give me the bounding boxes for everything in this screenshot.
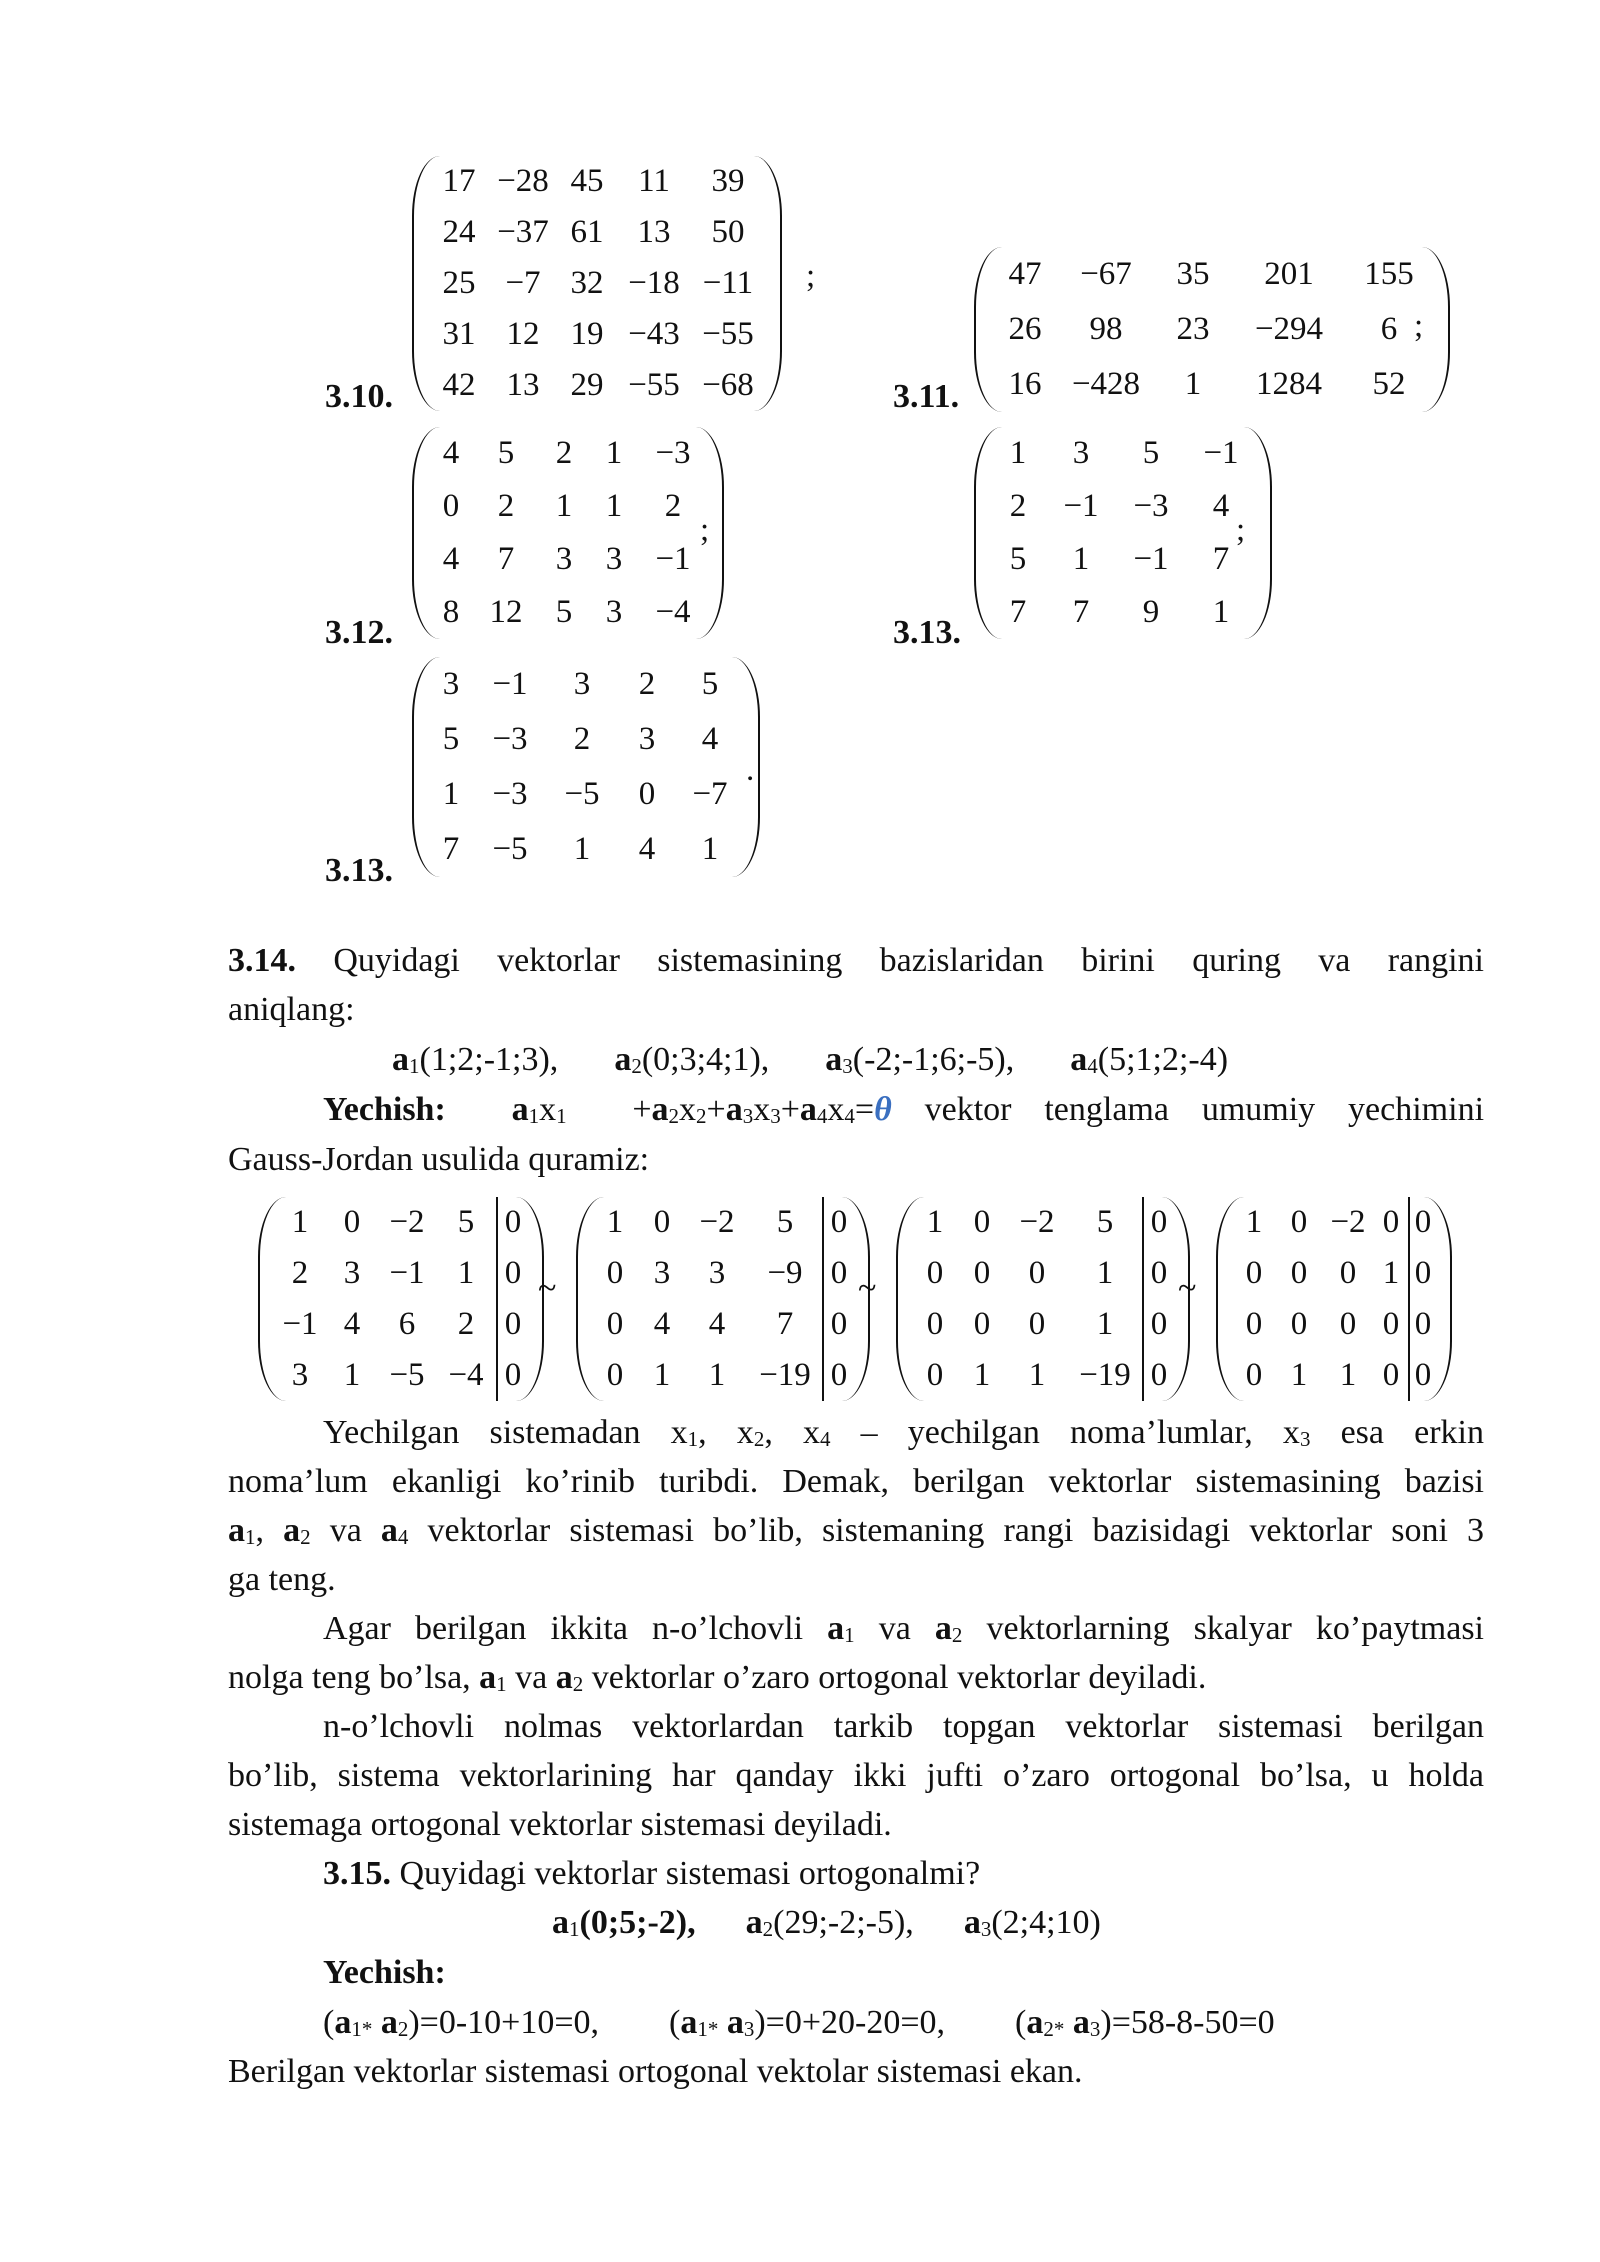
matrix-cell: −3: [492, 776, 528, 812]
matrix-cell: 1: [1096, 1306, 1114, 1342]
matrix-row: [428, 427, 708, 480]
matrix-cell: 0: [1143, 1350, 1174, 1401]
matrix-cell: 0: [1382, 1306, 1400, 1342]
matrix-row: [428, 533, 708, 586]
matrix-cell: 1: [1339, 1357, 1357, 1393]
matrix-cell: 5: [1096, 1204, 1114, 1240]
matrix-cell: 0: [926, 1255, 944, 1291]
matrix-row: [990, 586, 1256, 639]
solution-3-14-line2: Gauss-Jordan usulida quramiz:: [228, 1141, 650, 1178]
equivalence-tilde-2: ~: [858, 1270, 877, 1307]
matrix-cell: −43: [628, 316, 680, 352]
matrix-row: [912, 1299, 1174, 1350]
matrix-3-11: [974, 247, 1450, 412]
equivalence-tilde-3: ~: [1178, 1270, 1197, 1307]
matrix-cell: 7: [442, 831, 460, 867]
matrix-row: [1232, 1248, 1436, 1299]
matrix-3-10-terminator: ;: [806, 258, 816, 294]
matrix-cell: 0: [343, 1204, 361, 1240]
matrix-cell: −7: [505, 265, 541, 301]
solution-3-15-label: Yechish:: [323, 1954, 446, 1991]
exercise-label-3-12: 3.12.: [325, 614, 393, 651]
paragraph-3-line2: bo’lib, sistema vektorlarining har qanday ikki jufti o’zaro ortogonal bo’lsa, u holda: [228, 1757, 1484, 1794]
matrix-cell: −19: [759, 1357, 811, 1393]
matrix-cell: 0: [1409, 1350, 1436, 1401]
theta-symbol: θ: [874, 1091, 892, 1128]
matrix-cell: 3: [653, 1255, 671, 1291]
matrix-row: [428, 767, 744, 822]
gj-matrix-1: [258, 1197, 544, 1401]
matrix-row: [428, 309, 766, 360]
matrix-cell: 1: [457, 1255, 475, 1291]
solution-label: Yechish:: [323, 1091, 446, 1128]
paragraph-1-line1: Yechilgan sistemadan $x_1$, $x_2$, $x_4$ – yechilgan noma’lumlar, $x_3$ esa erkin: [323, 1414, 1484, 1451]
matrix-cell: 5: [442, 721, 460, 757]
paragraph-3-line3: sistemaga ortogonal vektorlar sistemasi deyiladi.: [228, 1806, 892, 1843]
matrix-cell: 0: [1409, 1299, 1436, 1350]
matrix-row: [990, 357, 1434, 412]
matrix-row: [428, 586, 708, 639]
matrix-cell: −1: [1203, 435, 1239, 471]
matrix-cell: −428: [1071, 366, 1141, 402]
matrix-row: [1232, 1299, 1436, 1350]
matrix-3-10: [412, 156, 782, 411]
exercise-label-3-10: 3.10.: [325, 378, 393, 415]
matrix-cell: −68: [702, 367, 754, 403]
matrix-cell: −294: [1254, 311, 1324, 347]
paragraph-1-line2: noma’lum ekanligi ko’rinib turibdi. Demak, berilgan vektorlar sistemasining bazisi: [228, 1463, 1484, 1500]
matrix-row: [274, 1248, 528, 1299]
matrix-cell: 0: [497, 1299, 528, 1350]
matrix-cell: 98: [1089, 311, 1123, 347]
matrix-cell: 3: [605, 541, 623, 577]
matrix-cell: −2: [1330, 1204, 1366, 1240]
matrix-cell: 5: [776, 1204, 794, 1240]
matrix-cell: 1: [573, 831, 591, 867]
matrix-cell: 1: [1096, 1255, 1114, 1291]
matrix-cell: 1284: [1256, 366, 1322, 402]
matrix-cell: −9: [767, 1255, 803, 1291]
matrix-cell: 3: [555, 541, 573, 577]
matrix-cell: −19: [1079, 1357, 1131, 1393]
matrix-cell: 0: [823, 1350, 854, 1401]
matrix-cell: −3: [1133, 488, 1169, 524]
matrix-cell: 0: [1409, 1197, 1436, 1248]
gj-matrix-3: [896, 1197, 1190, 1401]
matrix-cell: 0: [1245, 1255, 1263, 1291]
matrix-cell: 3: [573, 666, 591, 702]
matrix-cell: 0: [1382, 1204, 1400, 1240]
paragraph-1-line4: ga teng.: [228, 1561, 336, 1598]
matrix-cell: 2: [638, 666, 656, 702]
matrix-cell: 0: [606, 1255, 624, 1291]
matrix-cell: 6: [398, 1306, 416, 1342]
matrix-cell: 4: [653, 1306, 671, 1342]
matrix-cell: 12: [506, 316, 540, 352]
matrix-cell: 11: [638, 163, 670, 199]
matrix-cell: 1: [291, 1204, 309, 1240]
matrix-cell: 7: [1072, 594, 1090, 630]
matrix-cell: 4: [638, 831, 656, 867]
matrix-cell: 4: [701, 721, 719, 757]
solution-3-14-line1: Yechish: $a_1x_1 +a_2x_2+a_3x_3+a_4x_4=\theta$ vektor tenglama umumiy yechimini: [323, 1091, 1485, 1128]
matrix-row: [428, 207, 766, 258]
matrix-cell: 2: [497, 488, 515, 524]
matrix-3-13a-terminator: ;: [1236, 512, 1246, 548]
matrix-cell: 0: [823, 1197, 854, 1248]
matrix-cell: −5: [389, 1357, 425, 1393]
matrix-row: [1232, 1350, 1436, 1401]
matrix-row: [990, 533, 1256, 586]
paragraph-1-line3: $a_1$, $a_2$ va $a_4$ vektorlar sistemasi bo’lib, sistemaning rangi bazisidagi vektorlar soni 3: [228, 1512, 1485, 1549]
matrix-cell: −55: [628, 367, 680, 403]
matrix-cell: 0: [1245, 1357, 1263, 1393]
matrix-cell: 0: [497, 1350, 528, 1401]
matrix-cell: 5: [497, 435, 515, 471]
matrix-cell: 3: [291, 1357, 309, 1393]
matrix-cell: −1: [492, 666, 528, 702]
matrix-cell: 7: [776, 1306, 794, 1342]
matrix-cell: 3: [638, 721, 656, 757]
matrix-cell: 45: [570, 163, 604, 199]
matrix-cell: 2: [664, 488, 682, 524]
matrix-row: [592, 1299, 854, 1350]
matrix-cell: 5: [1009, 541, 1027, 577]
matrix-cell: 4: [708, 1306, 726, 1342]
paragraph-2-line2: nolga teng bo’lsa, $a_1$ va $a_2$ vektorlar o’zaro ortogonal vektorlar deyiladi.: [228, 1659, 1207, 1696]
matrix-row: [274, 1197, 528, 1248]
matrix-row: [990, 480, 1256, 533]
matrix-cell: 4: [442, 541, 460, 577]
matrix-row: [428, 156, 766, 207]
matrix-cell: 1: [1028, 1357, 1046, 1393]
problem-number-3-15: 3.15.: [323, 1855, 391, 1892]
matrix-cell: 3: [343, 1255, 361, 1291]
matrix-cell: 0: [606, 1357, 624, 1393]
matrix-cell: 1: [701, 831, 719, 867]
matrix-cell: 1: [1072, 541, 1090, 577]
matrix-cell: 0: [1143, 1299, 1174, 1350]
matrix-cell: 9: [1142, 594, 1160, 630]
matrix-row: [274, 1299, 528, 1350]
equivalence-tilde-1: ~: [538, 1270, 557, 1307]
matrix-row: [912, 1350, 1174, 1401]
matrix-row: [428, 712, 744, 767]
matrix-cell: −28: [497, 163, 549, 199]
problem-3-14-line2: aniqlang:: [228, 991, 355, 1028]
matrix-cell: 4: [343, 1306, 361, 1342]
matrix-cell: 13: [506, 367, 540, 403]
matrix-cell: 0: [926, 1357, 944, 1393]
matrix-cell: 7: [497, 541, 515, 577]
matrix-cell: 13: [637, 214, 671, 250]
matrix-cell: −1: [655, 541, 691, 577]
matrix-cell: 0: [823, 1248, 854, 1299]
matrix-row: [990, 302, 1434, 357]
paragraph-3-line1: n-o’lchovli nolmas vektorlardan tarkib topgan vektorlar sistemasi berilgan: [323, 1708, 1484, 1745]
matrix-cell: 23: [1176, 311, 1210, 347]
matrix-cell: 201: [1264, 256, 1314, 292]
exercise-label-3-13b: 3.13.: [325, 852, 393, 889]
matrix-cell: 32: [570, 265, 604, 301]
problem-3-14-line1: 3.14. Quyidagi vektorlar sistemasining bazislaridan birini quring va rangini: [228, 942, 1485, 979]
matrix-3-13b-terminator: .: [746, 752, 755, 788]
matrix-cell: 29: [570, 367, 604, 403]
matrix-cell: 16: [1008, 366, 1042, 402]
paragraph-2-line1: Agar berilgan ikkita n-o’lchovli $a_1$ va $a_2$ vektorlarning skalyar ko’paytmasi: [323, 1610, 1484, 1647]
matrix-cell: −4: [655, 594, 691, 630]
matrix-row: [274, 1350, 528, 1401]
matrix-cell: 0: [1290, 1204, 1308, 1240]
matrix-cell: −3: [492, 721, 528, 757]
matrix-cell: 39: [711, 163, 745, 199]
matrix-3-12-terminator: ;: [700, 512, 710, 548]
matrix-cell: −55: [702, 316, 754, 352]
matrix-cell: 4: [442, 435, 460, 471]
matrix-cell: 1: [605, 488, 623, 524]
matrix-cell: 2: [1009, 488, 1027, 524]
matrix-row: [428, 657, 744, 712]
conclusion-3-15: Berilgan vektorlar sistemasi ortogonal vektolar sistemasi ekan.: [228, 2053, 1083, 2090]
matrix-cell: 0: [1290, 1255, 1308, 1291]
matrix-cell: 3: [442, 666, 460, 702]
matrix-cell: 12: [489, 594, 523, 630]
matrix-row: [428, 822, 744, 877]
problem-number-3-14: 3.14.: [228, 942, 296, 979]
matrix-cell: 3: [708, 1255, 726, 1291]
matrix-cell: 8: [442, 594, 460, 630]
matrix-cell: 0: [1382, 1357, 1400, 1393]
matrix-cell: 3: [1072, 435, 1090, 471]
matrix-cell: 2: [555, 435, 573, 471]
matrix-cell: 1: [606, 1204, 624, 1240]
matrix-cell: 1: [1212, 594, 1230, 630]
exercise-label-3-13a: 3.13.: [893, 614, 961, 651]
matrix-cell: 1: [605, 435, 623, 471]
matrix-cell: 7: [1009, 594, 1027, 630]
matrix-row: [912, 1197, 1174, 1248]
matrix-3-12: [412, 427, 724, 639]
matrix-cell: 61: [570, 214, 604, 250]
matrix-cell: 1: [653, 1357, 671, 1393]
matrix-cell: 24: [442, 214, 476, 250]
gj-matrix-4: [1216, 1197, 1452, 1401]
matrix-cell: 2: [457, 1306, 475, 1342]
matrix-cell: 7: [1212, 541, 1230, 577]
matrix-cell: 31: [442, 316, 476, 352]
matrix-cell: 1: [1184, 366, 1202, 402]
vector-list-3-14: $a_1(1;2;-1;3)$, $a_2(0;3;4;1)$, $a_3(-2;-1;6;-5)$, $a_4(5;1;2;-4)$: [392, 1041, 1229, 1078]
matrix-cell: 0: [442, 488, 460, 524]
matrix-cell: 6: [1380, 311, 1398, 347]
matrix-cell: −2: [699, 1204, 735, 1240]
matrix-cell: 0: [497, 1197, 528, 1248]
problem-3-15-line1: 3.15. Quyidagi vektorlar sistemasi ortogonalmi?: [323, 1855, 981, 1892]
matrix-3-11-terminator: ;: [1414, 308, 1424, 344]
matrix-cell: −67: [1080, 256, 1132, 292]
matrix-cell: 1: [973, 1357, 991, 1393]
exercise-label-3-11: 3.11.: [893, 378, 960, 415]
matrix-cell: 42: [442, 367, 476, 403]
matrix-cell: 0: [1028, 1306, 1046, 1342]
matrix-cell: 0: [926, 1306, 944, 1342]
matrix-cell: 0: [653, 1204, 671, 1240]
matrix-cell: −7: [692, 776, 728, 812]
matrix-cell: 1: [1009, 435, 1027, 471]
matrix-row: [592, 1350, 854, 1401]
matrix-cell: −1: [1063, 488, 1099, 524]
matrix-cell: 2: [573, 721, 591, 757]
matrix-row: [990, 247, 1434, 302]
gj-matrix-2: [576, 1197, 870, 1401]
matrix-cell: −1: [282, 1306, 318, 1342]
matrix-cell: 0: [1245, 1306, 1263, 1342]
vector-list-3-15: $a_1(0;5;-2)$, $a_2(29;-2;-5)$, $a_3(2;4;10)$: [552, 1904, 1101, 1941]
matrix-cell: 19: [570, 316, 604, 352]
matrix-cell: 52: [1372, 366, 1406, 402]
matrix-row: [1232, 1197, 1436, 1248]
matrix-row: [428, 480, 708, 533]
matrix-3-13a: [974, 427, 1272, 639]
matrix-row: [990, 427, 1256, 480]
matrix-row: [428, 258, 766, 309]
matrix-cell: 0: [1339, 1255, 1357, 1291]
matrix-cell: 0: [973, 1204, 991, 1240]
matrix-cell: 0: [1409, 1248, 1436, 1299]
matrix-cell: 0: [1143, 1248, 1174, 1299]
matrix-row: [428, 360, 766, 411]
matrix-cell: −5: [492, 831, 528, 867]
matrix-row: [592, 1248, 854, 1299]
matrix-cell: −11: [702, 265, 754, 301]
dot-products: ($a_{1*}$ $a_2)=0-10+10=0$, ($a_{1*}$ $a_3)=0+20-20=0$, ($a_{2*}$ $a_3)=58-8-50=0$: [323, 2004, 1275, 2041]
matrix-cell: 0: [823, 1299, 854, 1350]
matrix-cell: 0: [1339, 1306, 1357, 1342]
matrix-cell: 1: [1245, 1204, 1263, 1240]
matrix-cell: −2: [1019, 1204, 1055, 1240]
matrix-cell: 155: [1364, 256, 1414, 292]
matrix-cell: −5: [564, 776, 600, 812]
matrix-cell: 1: [1382, 1255, 1400, 1291]
matrix-cell: 0: [1028, 1255, 1046, 1291]
matrix-cell: 3: [605, 594, 623, 630]
matrix-cell: 4: [1212, 488, 1230, 524]
matrix-cell: 5: [555, 594, 573, 630]
matrix-cell: 1: [343, 1357, 361, 1393]
matrix-cell: 0: [1143, 1197, 1174, 1248]
matrix-cell: −1: [389, 1255, 425, 1291]
matrix-cell: −4: [448, 1357, 484, 1393]
matrix-cell: −2: [389, 1204, 425, 1240]
matrix-3-13b: [412, 657, 760, 877]
matrix-cell: 1: [1290, 1357, 1308, 1393]
matrix-cell: 2: [291, 1255, 309, 1291]
matrix-cell: 0: [973, 1255, 991, 1291]
matrix-cell: 1: [708, 1357, 726, 1393]
matrix-cell: 0: [638, 776, 656, 812]
matrix-cell: 0: [973, 1306, 991, 1342]
matrix-cell: 1: [926, 1204, 944, 1240]
matrix-cell: 0: [497, 1248, 528, 1299]
matrix-cell: 1: [442, 776, 460, 812]
matrix-cell: 5: [1142, 435, 1160, 471]
matrix-cell: 5: [701, 666, 719, 702]
matrix-cell: 35: [1176, 256, 1210, 292]
matrix-cell: 0: [606, 1306, 624, 1342]
matrix-cell: −37: [497, 214, 549, 250]
matrix-cell: 1: [555, 488, 573, 524]
matrix-cell: 17: [442, 163, 476, 199]
matrix-cell: −18: [628, 265, 680, 301]
matrix-row: [592, 1197, 854, 1248]
matrix-cell: −1: [1133, 541, 1169, 577]
matrix-cell: −3: [655, 435, 691, 471]
matrix-cell: 47: [1008, 256, 1042, 292]
matrix-cell: 25: [442, 265, 476, 301]
matrix-row: [912, 1248, 1174, 1299]
matrix-cell: 50: [711, 214, 745, 250]
matrix-cell: 26: [1008, 311, 1042, 347]
matrix-cell: 0: [1290, 1306, 1308, 1342]
matrix-cell: 5: [457, 1204, 475, 1240]
